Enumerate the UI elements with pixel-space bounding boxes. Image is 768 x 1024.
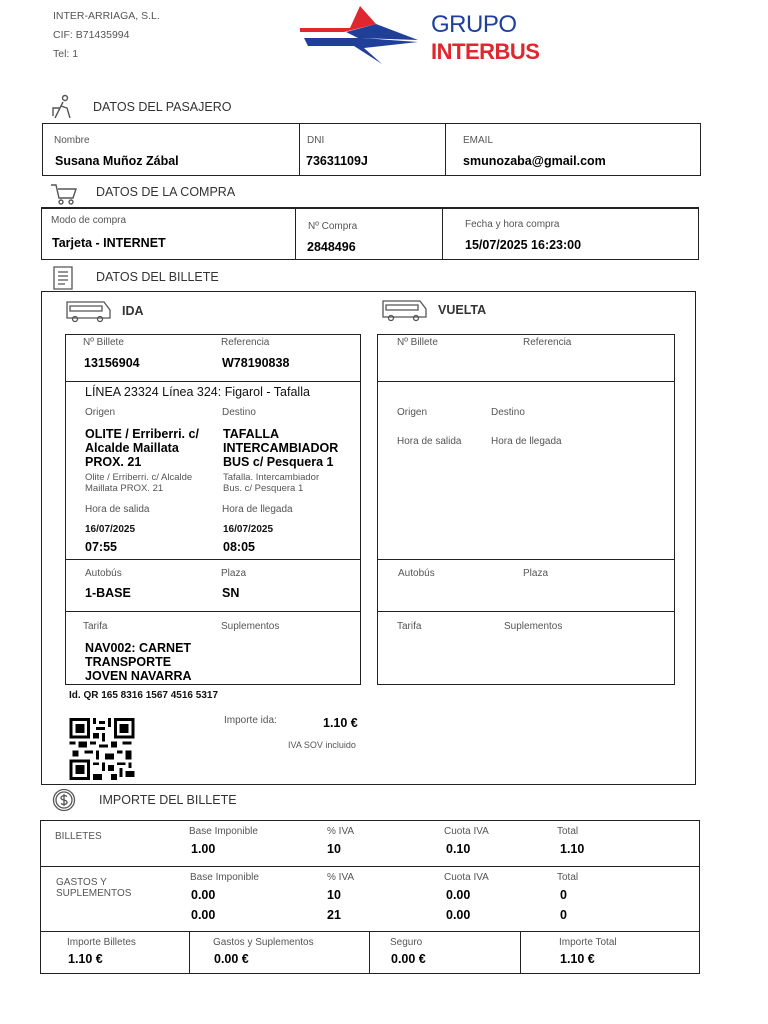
gastos-r2-base: 0.00: [191, 908, 216, 922]
ida-salida-label: Hora de salida: [85, 504, 150, 515]
importe-box: [40, 820, 700, 974]
vuelta-destino-label: Destino: [491, 407, 525, 418]
pasajero-title: DATOS DEL PASAJERO: [93, 100, 232, 114]
ida-salida-fecha: 16/07/2025: [85, 524, 136, 535]
billetes-base: 1.00: [191, 842, 216, 856]
ida-title: IDA: [122, 304, 144, 318]
cart-icon: [50, 182, 78, 206]
gastos-r2-cuota: 0.00: [446, 908, 471, 922]
ida-supl-label: Suplementos: [221, 621, 280, 632]
ida-destino-sub: Tafalla. Intercambiador Bus. c/ Pesquera 1: [223, 472, 320, 494]
col-total-2: Total: [557, 872, 579, 883]
dni-value: 73631109J: [306, 154, 368, 168]
ida-destino-label: Destino: [222, 407, 256, 418]
money-icon: [52, 788, 76, 812]
ida-tarifa-value: NAV002: CARNET TRANSPORTE JOVEN NAVARRA: [85, 641, 192, 683]
bus-icon: [64, 298, 112, 324]
billetes-iva: 10: [327, 842, 341, 856]
sum-seguro-label: Seguro: [390, 937, 423, 948]
ida-llegada-fecha: 16/07/2025: [223, 524, 274, 535]
ida-autobus-label: Autobús: [85, 568, 122, 579]
ida-plaza-value: SN: [222, 586, 240, 600]
ida-llegada-label: Hora de llegada: [222, 504, 293, 515]
sum-gastos-value: 0.00 €: [214, 952, 249, 966]
compra-box: [41, 207, 699, 260]
vuelta-llegada-label: Hora de llegada: [491, 436, 562, 447]
vuelta-ref-label: Referencia: [523, 337, 572, 348]
importe-ida-value: 1.10 €: [323, 716, 358, 730]
ida-destino-value: TAFALLA INTERCAMBIADOR BUS c/ Pesquera 1: [223, 427, 339, 469]
modo-value: Tarjeta - INTERNET: [52, 236, 166, 250]
sum-total-label: Importe Total: [559, 937, 617, 948]
compra-title: DATOS DE LA COMPRA: [96, 185, 236, 199]
nombre-label: Nombre: [54, 135, 90, 146]
vuelta-supl-label: Suplementos: [504, 621, 563, 632]
traveler-icon: [50, 94, 76, 120]
brand-grupo: GRUPO: [431, 11, 517, 38]
gastos-r1-base: 0.00: [191, 888, 216, 902]
vuelta-salida-label: Hora de salida: [397, 436, 462, 447]
fecha-value: 15/07/2025 16:23:00: [465, 238, 582, 252]
vuelta-autobus-label: Autobús: [398, 568, 435, 579]
importe-title: IMPORTE DEL BILLETE: [99, 793, 237, 807]
billete-title: DATOS DEL BILLETE: [96, 270, 219, 284]
company-name: INTER-ARRIAGA, S.L.: [53, 10, 160, 22]
billetes-label: BILLETES: [55, 831, 102, 842]
dni-label: DNI: [307, 135, 325, 146]
sum-total-value: 1.10 €: [560, 952, 595, 966]
ida-origen-value: OLITE / Erriberri. c/ Alcalde Maillata PROX. 21: [85, 427, 199, 469]
importe-ida-label: Importe ida:: [224, 715, 277, 726]
gastos-r1-total: 0: [560, 888, 567, 902]
qr-id: Id. QR 165 8316 1567 4516 5317: [69, 690, 219, 701]
vuelta-tarifa-label: Tarifa: [397, 621, 422, 632]
num-compra-value: 2848496: [307, 240, 356, 254]
sum-gastos-label: Gastos y Suplementos: [213, 937, 314, 948]
bus-icon-vuelta: [380, 297, 428, 323]
gastos-r1-iva: 10: [327, 888, 341, 902]
col-iva-1: % IVA: [327, 826, 355, 837]
qr-code: [69, 718, 135, 785]
ida-linea: LÍNEA 23324 Línea 324: Figarol - Tafalla: [85, 385, 310, 399]
interbus-logo: [298, 4, 426, 71]
ticket-icon: [51, 265, 75, 291]
ida-tarifa-label: Tarifa: [83, 621, 108, 632]
col-total-1: Total: [557, 826, 579, 837]
gastos-r2-total: 0: [560, 908, 567, 922]
ida-ref-label: Referencia: [221, 337, 270, 348]
ida-plaza-label: Plaza: [221, 568, 247, 579]
col-base-1: Base Imponible: [189, 826, 258, 837]
sum-seguro-value: 0.00 €: [391, 952, 426, 966]
num-compra-label: Nº Compra: [308, 221, 358, 232]
gastos-r2-iva: 21: [327, 908, 341, 922]
ida-num-value: 13156904: [84, 356, 140, 370]
brand-interbus: INTERBUS: [431, 39, 540, 64]
ida-llegada-hora: 08:05: [223, 540, 255, 554]
col-cuota-2: Cuota IVA: [444, 872, 489, 883]
pasajero-box: [42, 123, 701, 176]
ida-ref-value: W78190838: [222, 356, 290, 370]
iva-note: IVA SOV incluido: [288, 740, 356, 750]
vuelta-plaza-label: Plaza: [523, 568, 549, 579]
col-base-2: Base Imponible: [190, 872, 259, 883]
modo-label: Modo de compra: [51, 215, 127, 226]
email-label: EMAIL: [463, 135, 494, 146]
company-tel: Tel: 1: [53, 48, 79, 60]
email-value: smunozaba@gmail.com: [463, 154, 606, 168]
ida-origen-label: Origen: [85, 407, 116, 418]
ida-salida-hora: 07:55: [85, 540, 117, 554]
billetes-total: 1.10: [560, 842, 585, 856]
vuelta-title: VUELTA: [438, 303, 487, 317]
ida-box: [65, 334, 361, 685]
sum-billetes-value: 1.10 €: [68, 952, 103, 966]
sum-billetes-label: Importe Billetes: [67, 937, 136, 948]
ida-autobus-value: 1-BASE: [85, 586, 131, 600]
company-cif: CIF: B71435994: [53, 29, 130, 41]
ida-origen-sub: Olite / Erriberri. c/ Alcalde Maillata PROX. 21: [85, 472, 193, 494]
ida-num-label: Nº Billete: [83, 337, 124, 348]
vuelta-num-label: Nº Billete: [397, 337, 438, 348]
nombre-value: Susana Muñoz Zábal: [55, 154, 179, 168]
vuelta-box: [377, 334, 675, 685]
gastos-label: GASTOS Y SUPLEMENTOS: [56, 877, 132, 899]
vuelta-origen-label: Origen: [397, 407, 428, 418]
fecha-label: Fecha y hora compra: [465, 219, 560, 230]
col-cuota-1: Cuota IVA: [444, 826, 489, 837]
col-iva-2: % IVA: [327, 872, 355, 883]
billete-box: [41, 291, 696, 785]
gastos-r1-cuota: 0.00: [446, 888, 471, 902]
billetes-cuota: 0.10: [446, 842, 471, 856]
